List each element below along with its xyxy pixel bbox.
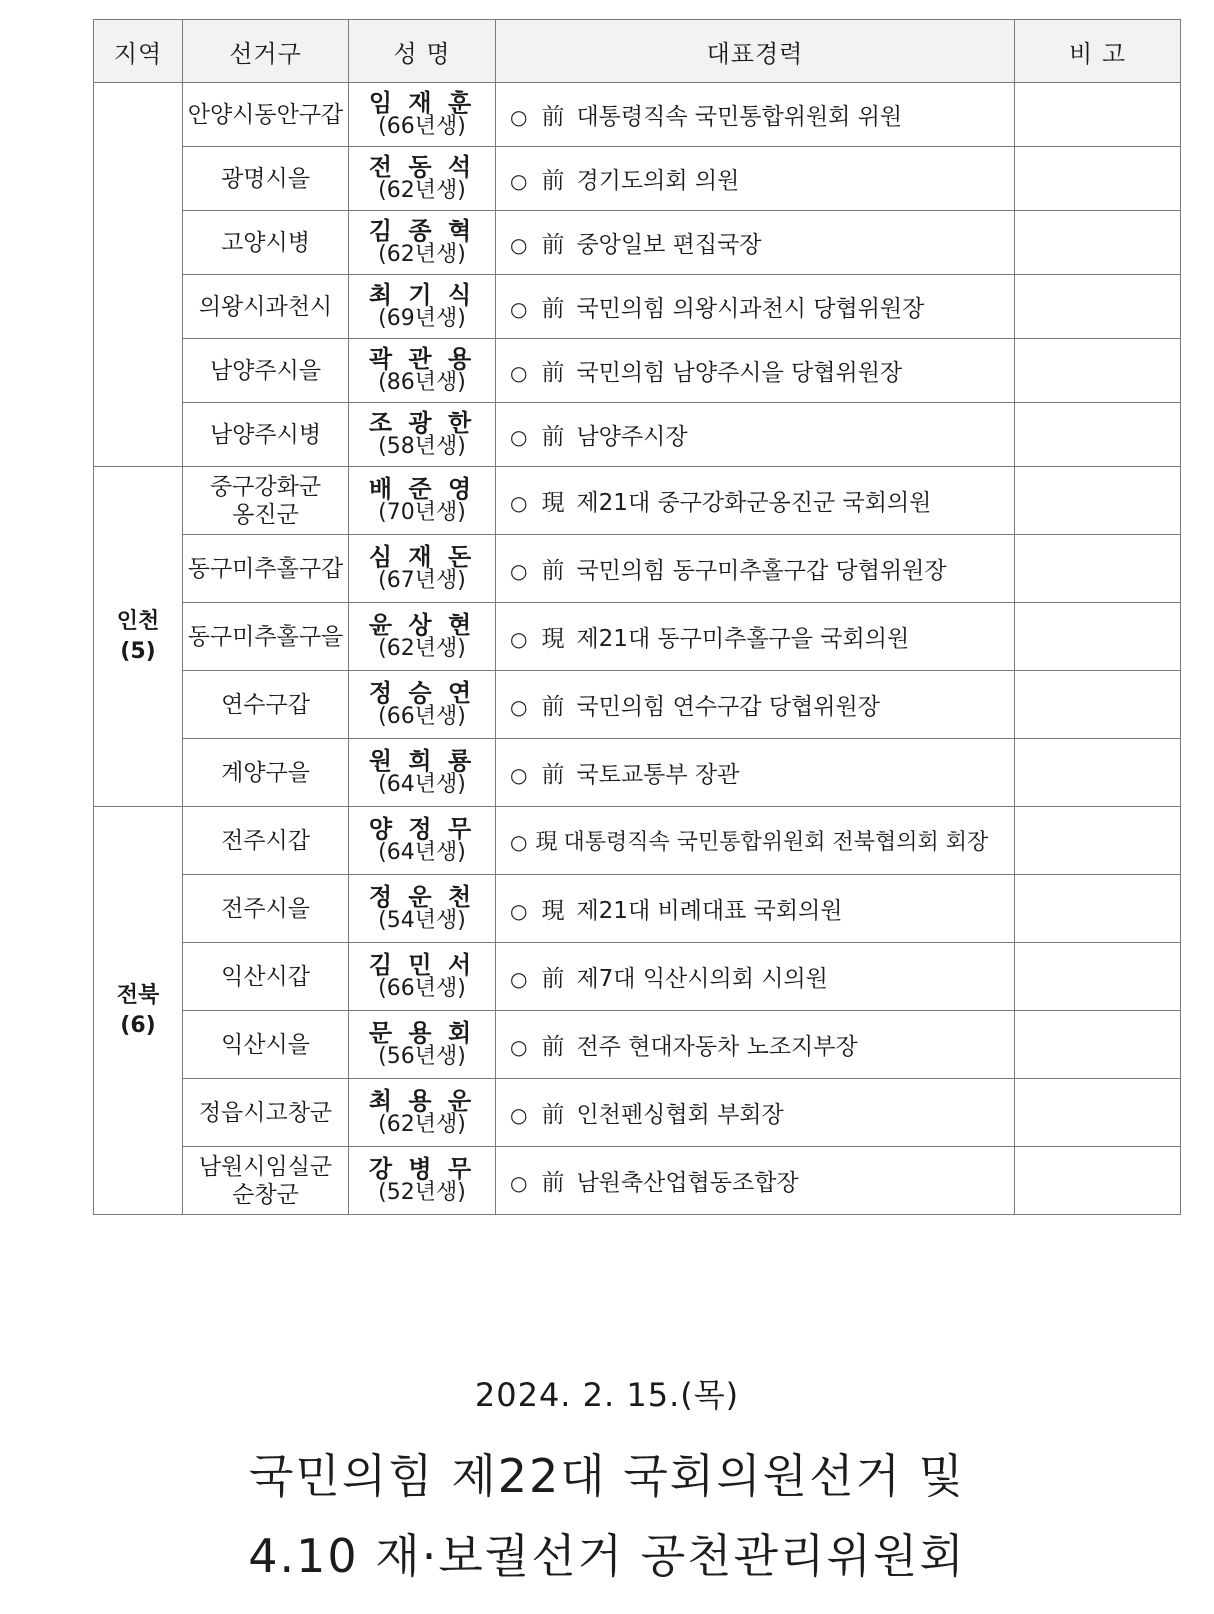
candidate-name: 임 재 훈	[368, 88, 476, 117]
name-cell	[349, 1147, 496, 1215]
career-cell	[496, 1079, 1015, 1147]
district-cell	[183, 211, 349, 275]
district-cell	[183, 467, 349, 535]
birth-year: (64년생)	[378, 839, 466, 865]
district-cell	[183, 535, 349, 603]
career-text: 대통령직속 국민통합위원회 위원	[576, 104, 903, 130]
table-row	[94, 211, 1181, 275]
district-label: 남양주시병	[209, 421, 322, 448]
header-district: 선거구	[183, 20, 349, 83]
note-cell	[1015, 535, 1181, 603]
table-row	[94, 671, 1181, 739]
table-row	[94, 1079, 1181, 1147]
bullet-icon: ○	[510, 967, 528, 991]
candidate-name: 윤 상 현	[368, 610, 476, 639]
candidate-name: 곽 관 용	[368, 344, 476, 373]
note-cell	[1015, 671, 1181, 739]
career-cell	[496, 535, 1015, 603]
district-label: 고양시병	[221, 229, 310, 256]
header-name: 성 명	[349, 20, 496, 83]
name-cell	[349, 671, 496, 739]
district-label: 남양주시을	[209, 357, 322, 384]
district-label: 남원시임실군 순창군	[198, 1153, 333, 1208]
note-cell	[1015, 1147, 1181, 1215]
birth-year: (54년생)	[378, 907, 466, 933]
table-body	[94, 83, 1181, 1215]
career-text: 국민의힘 연수구갑 당협위원장	[576, 694, 880, 720]
note-cell	[1015, 211, 1181, 275]
note-cell	[1015, 807, 1181, 875]
table-row	[94, 339, 1181, 403]
district-label: 광명시을	[221, 165, 310, 192]
table-row	[94, 467, 1181, 535]
district-cell	[183, 339, 349, 403]
header-career: 대표경력	[496, 20, 1015, 83]
district-label: 익산시을	[221, 1031, 310, 1058]
career-status: 前	[541, 558, 565, 584]
bullet-icon: ○	[510, 830, 528, 854]
table-row	[94, 875, 1181, 943]
career-text: 남원축산업협동조합장	[576, 1170, 799, 1196]
career-status: 現	[535, 830, 558, 855]
career-cell	[496, 807, 1015, 875]
district-label: 전주시을	[221, 895, 310, 922]
note-cell	[1015, 403, 1181, 467]
district-cell	[183, 943, 349, 1011]
birth-year: (56년생)	[378, 1043, 466, 1069]
note-cell	[1015, 339, 1181, 403]
region-cell-incheon	[94, 467, 183, 807]
district-label: 연수구갑	[221, 691, 310, 718]
announcement-date: 2024. 2. 15.(목)	[474, 1376, 740, 1414]
name-cell	[349, 1011, 496, 1079]
birth-year: (62년생)	[378, 1111, 466, 1137]
table-row	[94, 1011, 1181, 1079]
career-cell	[496, 875, 1015, 943]
birth-year: (64년생)	[378, 771, 466, 797]
career-status: 前	[541, 1102, 565, 1128]
candidate-name: 문 용 회	[368, 1018, 476, 1047]
birth-year: (62년생)	[378, 635, 466, 661]
candidate-name: 최 용 운	[368, 1086, 476, 1115]
career-status: 前	[541, 966, 565, 992]
region-cell-jeonbuk	[94, 807, 183, 1215]
note-cell	[1015, 467, 1181, 535]
table-row	[94, 739, 1181, 807]
name-cell	[349, 739, 496, 807]
career-cell	[496, 275, 1015, 339]
career-text: 국민의힘 의왕시과천시 당협위원장	[576, 296, 925, 322]
district-cell	[183, 275, 349, 339]
district-label: 전주시갑	[221, 827, 310, 854]
committee-name-line2: 4.10 재·보궐선거 공천관리위원회	[248, 1529, 966, 1583]
career-status: 前	[541, 1170, 565, 1196]
district-label: 동구미추홀구을	[187, 623, 344, 650]
name-cell	[349, 275, 496, 339]
career-status: 前	[541, 104, 565, 130]
district-label: 계양구을	[221, 759, 310, 786]
district-cell	[183, 875, 349, 943]
name-cell	[349, 211, 496, 275]
note-cell	[1015, 83, 1181, 147]
table-row	[94, 535, 1181, 603]
candidate-name: 전 동 석	[368, 152, 476, 181]
table-row	[94, 83, 1181, 147]
career-cell	[496, 467, 1015, 535]
birth-year: (66년생)	[378, 703, 466, 729]
note-cell	[1015, 1011, 1181, 1079]
birth-year: (66년생)	[378, 975, 466, 1001]
career-status: 現	[541, 626, 565, 652]
bullet-icon: ○	[510, 627, 528, 651]
career-status: 前	[541, 762, 565, 788]
career-text: 국민의힘 동구미추홀구갑 당협위원장	[576, 558, 947, 584]
career-status: 前	[541, 694, 565, 720]
district-label: 중구강화군 옹진군	[209, 473, 322, 528]
name-cell	[349, 875, 496, 943]
career-text: 남양주시장	[576, 424, 688, 450]
district-label: 익산시갑	[221, 963, 310, 990]
career-text: 제7대 익산시의회 시의원	[576, 966, 828, 992]
career-text: 전주 현대자동차 노조지부장	[576, 1034, 858, 1060]
bullet-icon: ○	[510, 695, 528, 719]
career-text: 제21대 동구미추홀구을 국회의원	[576, 626, 910, 652]
region-count: (5)	[120, 638, 156, 664]
table-header-row	[94, 20, 1181, 83]
career-cell	[496, 671, 1015, 739]
table-row	[94, 147, 1181, 211]
career-status: 前	[541, 168, 565, 194]
career-status: 前	[541, 424, 565, 450]
district-label: 안양시동안구갑	[187, 101, 344, 128]
bullet-icon: ○	[510, 233, 528, 257]
committee-name-line1: 국민의힘 제22대 국회의원선거 및	[248, 1449, 966, 1503]
bullet-icon: ○	[510, 1171, 528, 1195]
career-text: 제21대 비례대표 국회의원	[576, 898, 843, 924]
note-cell	[1015, 943, 1181, 1011]
bullet-icon: ○	[510, 899, 528, 923]
bullet-icon: ○	[510, 169, 528, 193]
table-row	[94, 943, 1181, 1011]
region-cell-empty	[94, 83, 183, 467]
name-cell	[349, 1079, 496, 1147]
name-cell	[349, 339, 496, 403]
district-label: 의왕시과천시	[198, 293, 333, 320]
bullet-icon: ○	[510, 1035, 528, 1059]
table-row	[94, 807, 1181, 875]
district-cell	[183, 83, 349, 147]
note-cell	[1015, 875, 1181, 943]
bullet-icon: ○	[510, 1103, 528, 1127]
table-row	[94, 1147, 1181, 1215]
candidate-name: 배 준 영	[368, 474, 476, 503]
name-cell	[349, 83, 496, 147]
candidate-name: 강 병 무	[368, 1154, 476, 1183]
candidate-name: 김 종 혁	[368, 216, 476, 245]
district-cell	[183, 1079, 349, 1147]
career-cell	[496, 1147, 1015, 1215]
birth-year: (58년생)	[378, 433, 466, 459]
career-text: 제21대 중구강화군옹진군 국회의원	[576, 490, 932, 516]
header-note: 비 고	[1015, 20, 1181, 83]
district-cell	[183, 147, 349, 211]
birth-year: (52년생)	[378, 1179, 466, 1205]
district-cell	[183, 1147, 349, 1215]
career-status: 前	[541, 360, 565, 386]
district-cell	[183, 1011, 349, 1079]
candidate-name: 최 기 식	[368, 280, 476, 309]
career-cell	[496, 147, 1015, 211]
career-status: 前	[541, 296, 565, 322]
district-cell	[183, 403, 349, 467]
career-status: 前	[541, 1034, 565, 1060]
bullet-icon: ○	[510, 297, 528, 321]
career-cell	[496, 403, 1015, 467]
district-label: 동구미추홀구갑	[187, 555, 344, 582]
birth-year: (66년생)	[378, 113, 466, 139]
candidate-name: 심 재 돈	[368, 542, 476, 571]
candidate-name: 정 승 연	[368, 678, 476, 707]
region-name: 인천	[116, 608, 160, 634]
name-cell	[349, 467, 496, 535]
candidate-name: 원 희 룡	[368, 746, 476, 775]
bullet-icon: ○	[510, 425, 528, 449]
bullet-icon: ○	[510, 105, 528, 129]
note-cell	[1015, 739, 1181, 807]
name-cell	[349, 603, 496, 671]
birth-year: (69년생)	[378, 305, 466, 331]
note-cell	[1015, 1079, 1181, 1147]
note-cell	[1015, 275, 1181, 339]
career-cell	[496, 739, 1015, 807]
name-cell	[349, 403, 496, 467]
career-text: 국토교통부 장관	[576, 762, 740, 788]
name-cell	[349, 147, 496, 211]
career-text: 경기도의회 의원	[576, 168, 740, 194]
table-row	[94, 275, 1181, 339]
career-cell	[496, 603, 1015, 671]
career-status: 前	[541, 232, 565, 258]
birth-year: (62년생)	[378, 177, 466, 203]
career-text: 대통령직속 국민통합위원회 전북협의회 회장	[563, 830, 989, 855]
bullet-icon: ○	[510, 559, 528, 583]
career-text: 중앙일보 편집국장	[576, 232, 762, 258]
career-cell	[496, 339, 1015, 403]
candidate-name: 양 정 무	[368, 814, 476, 843]
candidate-table	[93, 19, 1181, 1215]
birth-year: (86년생)	[378, 369, 466, 395]
career-cell	[496, 1011, 1015, 1079]
region-count: (6)	[120, 1012, 156, 1038]
career-cell	[496, 83, 1015, 147]
career-cell	[496, 211, 1015, 275]
bullet-icon: ○	[510, 361, 528, 385]
birth-year: (67년생)	[378, 567, 466, 593]
note-cell	[1015, 147, 1181, 211]
table-row	[94, 403, 1181, 467]
bullet-icon: ○	[510, 491, 528, 515]
note-cell	[1015, 603, 1181, 671]
candidate-name: 조 광 한	[368, 408, 476, 437]
career-status: 現	[541, 898, 565, 924]
bullet-icon: ○	[510, 763, 528, 787]
header-region: 지역	[94, 20, 183, 83]
birth-year: (70년생)	[378, 499, 466, 525]
candidate-name: 정 운 천	[368, 882, 476, 911]
career-cell	[496, 943, 1015, 1011]
name-cell	[349, 807, 496, 875]
table-row	[94, 603, 1181, 671]
district-cell	[183, 671, 349, 739]
district-label: 정읍시고창군	[198, 1099, 333, 1126]
region-name: 전북	[116, 982, 160, 1008]
candidate-name: 김 민 서	[368, 950, 476, 979]
district-cell	[183, 739, 349, 807]
district-cell	[183, 807, 349, 875]
name-cell	[349, 535, 496, 603]
birth-year: (62년생)	[378, 241, 466, 267]
district-cell	[183, 603, 349, 671]
career-text: 인천펜싱협회 부회장	[576, 1102, 784, 1128]
career-text: 국민의힘 남양주시을 당협위원장	[576, 360, 903, 386]
career-status: 現	[541, 490, 565, 516]
name-cell	[349, 943, 496, 1011]
